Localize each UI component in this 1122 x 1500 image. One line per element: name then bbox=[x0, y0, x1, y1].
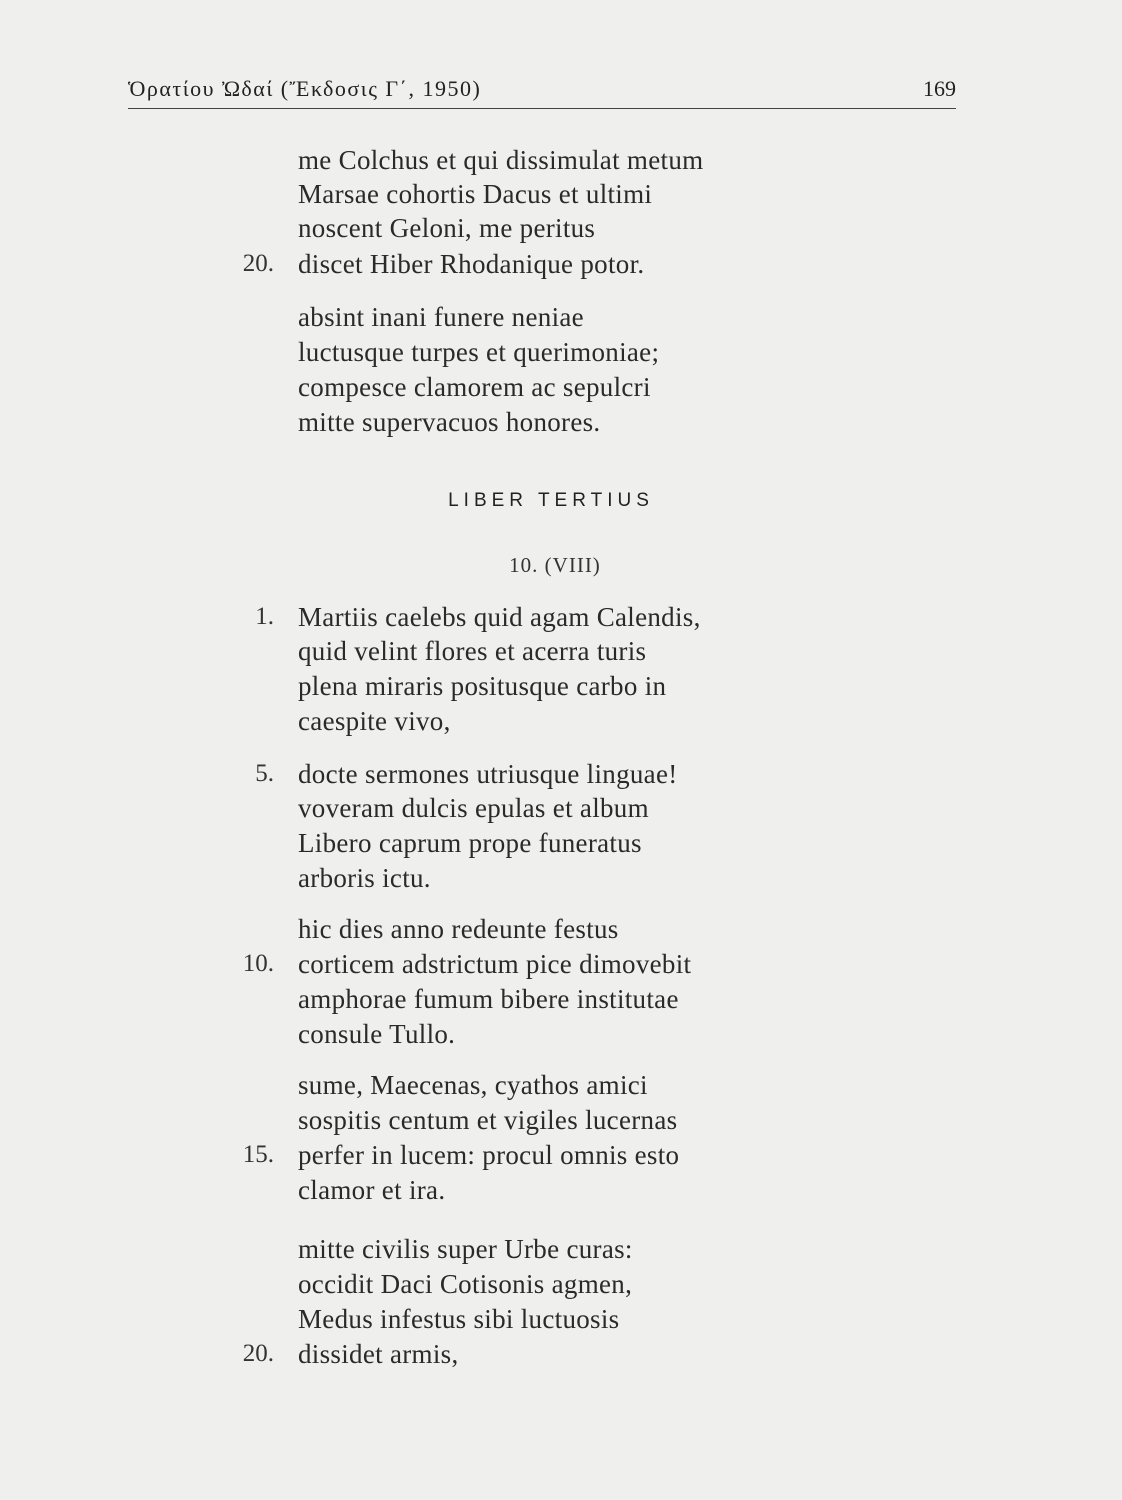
verse-line: caespite vivo, bbox=[298, 706, 451, 736]
verse-line: plena miraris positusque carbo in bbox=[298, 671, 667, 701]
verse-line: consule Tullo. bbox=[298, 1019, 456, 1049]
verse-line: Libero caprum prope funeratus bbox=[298, 828, 642, 858]
verse-line: occidit Daci Cotisonis agmen, bbox=[298, 1269, 633, 1299]
verse-line: me Colchus et qui dissimulat metum bbox=[298, 145, 704, 175]
verse-line: docte sermones utriusque linguae! bbox=[298, 759, 678, 789]
verse-line: dissidet armis, bbox=[298, 1339, 459, 1369]
verse-line: hic dies anno redeunte festus bbox=[298, 914, 619, 944]
verse-line: amphorae fumum bibere institutae bbox=[298, 984, 679, 1014]
verse-line: corticem adstrictum pice dimovebit bbox=[298, 949, 692, 979]
verse-line: discet Hiber Rhodanique potor. bbox=[298, 249, 645, 279]
verse-line: Medus infestus sibi luctuosis bbox=[298, 1304, 620, 1334]
verse-line: clamor et ira. bbox=[298, 1175, 446, 1205]
verse-line: mitte civilis super Urbe curas: bbox=[298, 1234, 633, 1264]
header-rule bbox=[128, 108, 956, 109]
verse-line: sume, Maecenas, cyathos amici bbox=[298, 1070, 648, 1100]
verse-line: perfer in lucem: procul omnis esto bbox=[298, 1140, 680, 1170]
verse-line: luctusque turpes et querimoniae; bbox=[298, 337, 660, 367]
section-title: LIBER TERTIUS bbox=[448, 490, 654, 511]
page-number: 169 bbox=[923, 76, 956, 101]
verse-line: Martiis caelebs quid agam Calendis, bbox=[298, 602, 701, 632]
running-header bbox=[128, 72, 956, 108]
line-number: 5. bbox=[255, 760, 274, 787]
ode-title: 10. (VIII) bbox=[509, 553, 601, 577]
verse-line: noscent Geloni, me peritus bbox=[298, 213, 596, 243]
verse-line: compesce clamorem ac sepulcri bbox=[298, 372, 651, 402]
line-number: 15. bbox=[242, 1141, 274, 1168]
line-number: 20. bbox=[242, 250, 274, 277]
verse-line: voveram dulcis epulas et album bbox=[298, 793, 649, 823]
running-title: Ὁρατίου Ὠδαί (Ἔκδοσις Γ΄, 1950) bbox=[128, 76, 482, 101]
verse-line: absint inani funere neniae bbox=[298, 302, 584, 332]
verse-line: quid velint flores et acerra turis bbox=[298, 636, 647, 666]
line-number: 20. bbox=[242, 1340, 274, 1367]
verse-line: sospitis centum et vigiles lucernas bbox=[298, 1105, 678, 1135]
verse-line: Marsae cohortis Dacus et ultimi bbox=[298, 179, 653, 209]
verse-line: mitte supervacuos honores. bbox=[298, 407, 601, 437]
line-number: 1. bbox=[255, 603, 274, 630]
line-number: 10. bbox=[242, 950, 274, 977]
verse-line: arboris ictu. bbox=[298, 863, 431, 893]
